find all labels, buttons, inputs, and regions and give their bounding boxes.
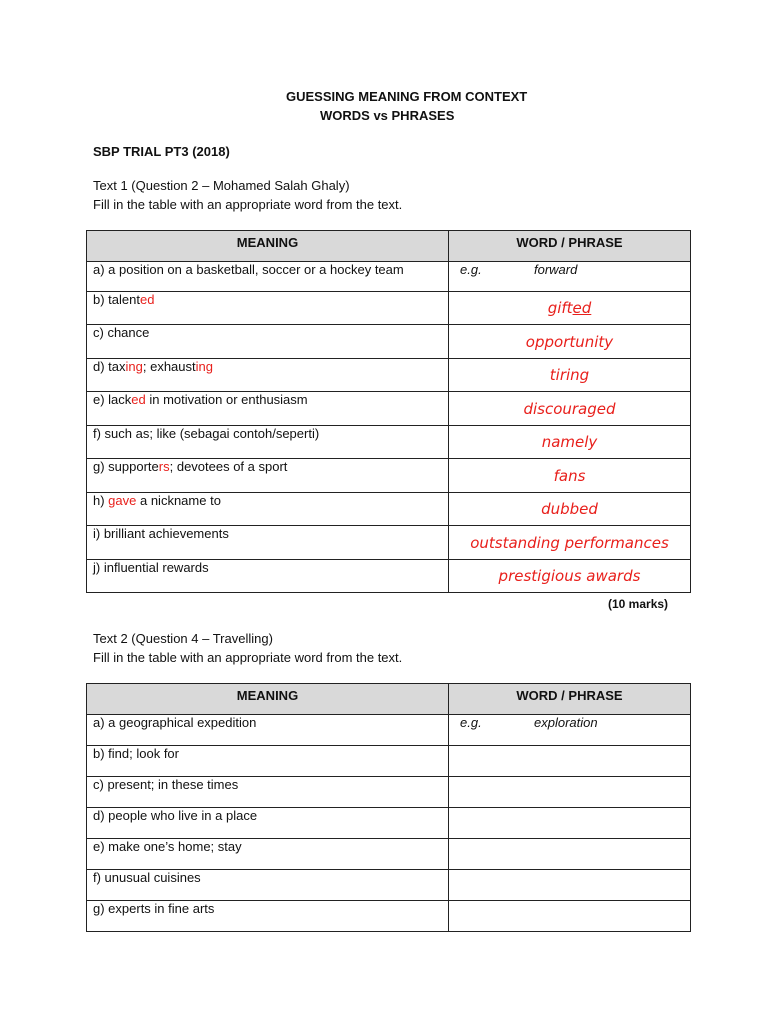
meaning-cell (87, 808, 449, 839)
meaning-text: gave (108, 493, 137, 508)
meaning-cell (87, 746, 449, 777)
answer-text: fans (553, 466, 586, 485)
table-row (87, 901, 691, 932)
meaning-text: ; devotees of a sport (169, 459, 288, 474)
text1-table (86, 230, 691, 593)
meaning-cell (87, 359, 449, 392)
trial-label: SBP TRIAL PT3 (2018) (93, 144, 230, 159)
meaning-text: ; exhaust (142, 359, 196, 374)
answer-cell (449, 459, 691, 493)
text1-instruction: Fill in the table with an appropriate word from the text. (93, 197, 403, 212)
column-header-meaning: MEANING (87, 684, 449, 715)
answer-blank-cell[interactable] (449, 901, 691, 932)
meaning-cell (87, 325, 449, 359)
meaning-cell (87, 426, 449, 459)
example-cell (449, 262, 691, 292)
meaning-text: h) (93, 493, 109, 508)
meaning-cell (87, 901, 449, 932)
answer-cell (449, 560, 691, 593)
meaning-text: c) present; in these times (93, 777, 239, 792)
meaning-text: ed (131, 392, 146, 407)
text1-heading: Text 1 (Question 2 – Mohamed Salah Ghaly) (93, 178, 350, 193)
answer-blank-cell[interactable] (449, 839, 691, 870)
table-row (87, 777, 691, 808)
example-word: exploration (534, 715, 598, 730)
meaning-cell (87, 870, 449, 901)
answer-cell (449, 426, 691, 459)
answer-text: discouraged (523, 399, 616, 418)
meaning-text: a) a position on a basketball, soccer or a hockey team (93, 262, 404, 277)
column-header-word-phrase: WORD / PHRASE (449, 684, 691, 715)
meaning-text: ed (139, 292, 155, 307)
meaning-cell (87, 839, 449, 870)
meaning-text: b) talent (93, 292, 140, 307)
meaning-text: c) chance (93, 325, 150, 340)
answer-text: ed (572, 299, 592, 317)
answer-text: outstanding performances (470, 533, 669, 552)
example-label: e.g. (460, 715, 482, 730)
meaning-cell (87, 526, 449, 560)
meaning-text: a nickname to (136, 493, 221, 508)
answer-blank-cell[interactable] (449, 808, 691, 839)
meaning-cell (87, 292, 449, 325)
marks-label: (10 marks) (608, 597, 669, 611)
meaning-text: d) people who live in a place (93, 808, 258, 823)
answer-cell (449, 493, 691, 526)
table-row (87, 870, 691, 901)
meaning-cell (87, 560, 449, 593)
answer-blank-cell[interactable] (449, 870, 691, 901)
table-row (87, 715, 691, 746)
table-row (87, 839, 691, 870)
document-title: GUESSING MEANING FROM CONTEXT (286, 89, 528, 104)
meaning-text: f) such as; like (sebagai contoh/seperti) (93, 426, 320, 441)
example-word: forward (534, 262, 578, 277)
table-row (87, 560, 691, 593)
example-cell (449, 715, 691, 746)
answer-cell (449, 526, 691, 560)
meaning-cell (87, 777, 449, 808)
column-header-meaning: MEANING (87, 231, 449, 262)
answer-cell (449, 359, 691, 392)
column-header-word-phrase: WORD / PHRASE (449, 231, 691, 262)
example-label: e.g. (460, 262, 482, 277)
answer-text: opportunity (525, 332, 614, 351)
answer-cell (449, 292, 691, 325)
table-row (87, 526, 691, 560)
answer-text: tiring (549, 366, 590, 384)
table-row (87, 262, 691, 292)
table-row (87, 426, 691, 459)
table-row (87, 459, 691, 493)
meaning-text: i) brilliant achievements (93, 526, 229, 541)
table-row (87, 392, 691, 426)
meaning-text: e) make one’s home; stay (93, 839, 242, 854)
answer-text: gift (547, 299, 573, 317)
meaning-text: d) tax (93, 359, 126, 374)
meaning-text: f) unusual cuisines (93, 870, 201, 885)
text2-table (86, 683, 691, 932)
answer-text: dubbed (541, 500, 598, 518)
meaning-text: b) find; look for (93, 746, 179, 761)
answer-cell (449, 325, 691, 359)
meaning-text: ing (125, 359, 143, 374)
answer-blank-cell[interactable] (449, 777, 691, 808)
answer-text: prestigious awards (498, 567, 641, 585)
table-row (87, 808, 691, 839)
document-subtitle: WORDS vs PHRASES (320, 108, 455, 123)
meaning-text: j) influential rewards (93, 560, 209, 575)
meaning-text: g) experts in fine arts (93, 901, 215, 916)
meaning-text: in motivation or enthusiasm (145, 392, 308, 407)
meaning-cell (87, 262, 449, 292)
answer-blank-cell[interactable] (449, 746, 691, 777)
meaning-text: a) a geographical expedition (93, 715, 257, 730)
meaning-text: rs (158, 459, 170, 474)
meaning-text: g) supporte (93, 459, 159, 474)
text2-instruction: Fill in the table with an appropriate word from the text. (93, 650, 403, 665)
meaning-text: ing (195, 359, 213, 374)
meaning-text: e) lack (93, 392, 132, 407)
meaning-cell (87, 392, 449, 426)
table-row (87, 493, 691, 526)
answer-text: namely (541, 433, 598, 451)
meaning-cell (87, 493, 449, 526)
meaning-cell (87, 459, 449, 493)
table-row (87, 359, 691, 392)
table-row (87, 292, 691, 325)
table-row (87, 746, 691, 777)
text2-heading: Text 2 (Question 4 – Travelling) (93, 631, 273, 646)
meaning-cell (87, 715, 449, 746)
table-row (87, 325, 691, 359)
answer-cell (449, 392, 691, 426)
